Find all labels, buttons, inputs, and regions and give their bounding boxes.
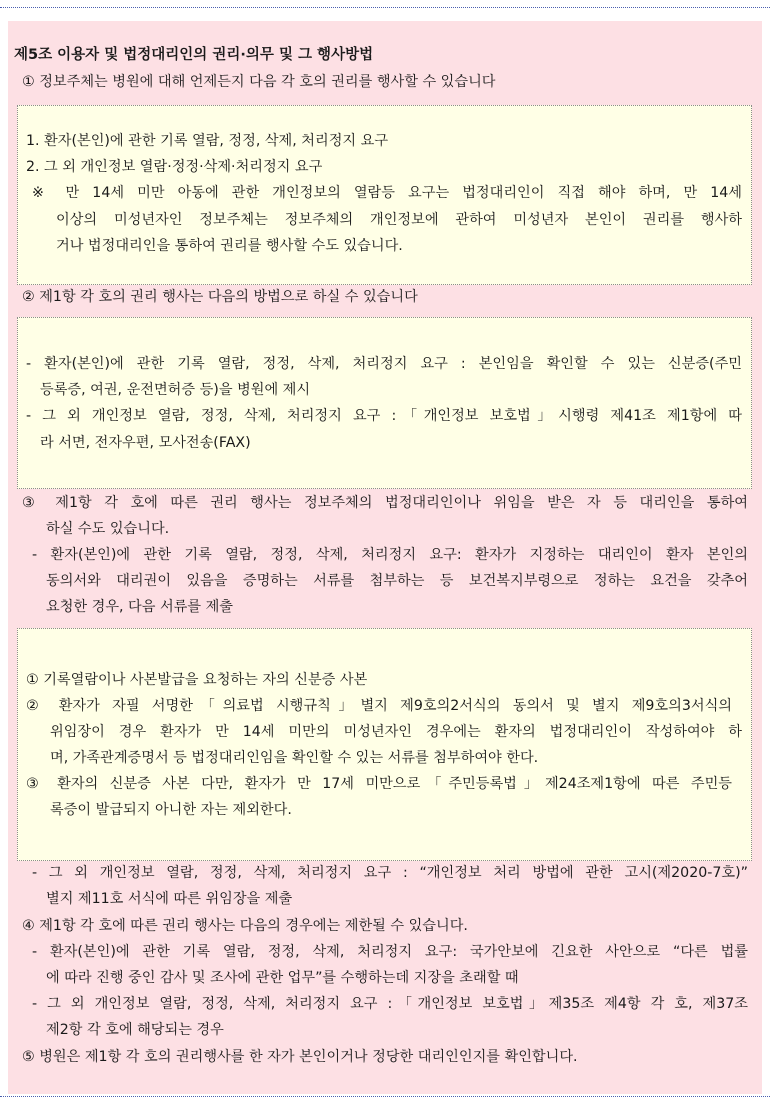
para-2: ② 제1항 각 호의 권리 행사는 다음의 방법으로 하실 수 있습니다 (22, 289, 418, 305)
restriction-d-line-2: 에 따라 진행 중인 감사 및 조사에 관한 업무”를 수행하는데 지장을 초래할 때 (46, 970, 519, 986)
method-a-line-2: 등록증, 여권, 운전면허증 등)을 병원에 제시 (40, 382, 311, 398)
rights-item-2: 2. 그 외 개인정보 열람·정정·삭제·처리정지 요구 (26, 159, 323, 175)
para-3-sub-line-1: - 환자(본인)에 관한 기록 열람, 정정, 삭제, 처리정지 요구: 환자가 지정하는 대리인이 환자 본인의 (32, 547, 748, 563)
other-request-line-2: 별지 제11호 서식에 따른 위임장을 제출 (46, 891, 293, 907)
rights-note-line-3: 거나 법정대리인을 통하여 권리를 행사할 수도 있습니다. (56, 238, 403, 254)
restriction-e-line-1: - 그 외 개인정보 열람, 정정, 삭제, 처리정지 요구 :「개인정보 보호법」제35조 제4항 각 호, 제37조 (32, 996, 748, 1012)
rights-item-1: 1. 환자(본인)에 관한 기록 열람, 정정, 삭제, 처리정지 요구 (26, 133, 389, 149)
para-3-sub-line-2: 동의서와 대리권이 있음을 증명하는 서류를 첨부하는 등 보건복지부령으로 정하는 요건을 갖추어 (46, 573, 748, 589)
documents-item-2-line-2: 위임장이 경우 환자가 만 14세 미만의 미성년자인 경우에는 환자의 법정대리인이 작성하여야 하 (50, 724, 742, 740)
method-b-line-2: 라 서면, 전자우편, 모사전송(FAX) (40, 435, 251, 451)
article-title: 제5조 이용자 및 법정대리인의 권리·의무 및 그 행사방법 (14, 47, 374, 63)
restriction-e-line-2: 제2항 각 호에 해당되는 경우 (46, 1022, 224, 1038)
para-3-sub-line-3: 요청한 경우, 다음 서류를 제출 (46, 599, 234, 615)
top-divider (0, 7, 770, 8)
documents-box (17, 628, 752, 861)
method-a-line-1: - 환자(본인)에 관한 기록 열람, 정정, 삭제, 처리정지 요구 : 본인임을 확인할 수 있는 신분증(주민 (26, 356, 742, 372)
para-3-line-2: 하실 수도 있습니다. (46, 521, 170, 537)
method-box (17, 317, 752, 489)
method-b-line-1: - 그 외 개인정보 열람, 정정, 삭제, 처리정지 요구 :「개인정보 보호법」시행령 제41조 제1항에 따 (26, 408, 742, 424)
para-4: ④ 제1항 각 호에 따른 권리 행사는 다음의 경우에는 제한될 수 있습니다. (22, 918, 468, 934)
para-1: ① 정보주체는 병원에 대해 언제든지 다음 각 호의 권리를 행사할 수 있습니다 (22, 74, 496, 90)
para-3-line-1: ③ 제1항 각 호에 따른 권리 행사는 정보주체의 법정대리인이나 위임을 받은 자 등 대리인을 통하여 (22, 495, 748, 511)
documents-item-2-line-3: 며, 가족관계증명서 등 법정대리인임을 확인할 수 있는 서류를 첨부하여야 한다. (50, 750, 539, 766)
documents-item-3-line-1: ③ 환자의 신분증 사본 다만, 환자가 만 17세 미만으로「주민등록법」제24조제1항에 따른 주민등 (26, 776, 732, 792)
other-request-line-1: - 그 외 개인정보 열람, 정정, 삭제, 처리정지 요구 : “개인정보 처리 방법에 관한 고시(제2020-7호)” (32, 865, 748, 881)
documents-item-1: ① 기록열람이나 사본발급을 요청하는 자의 신분증 사본 (26, 672, 368, 688)
rights-note-line-2: 이상의 미성년자인 정보주체는 정보주체의 개인정보에 관하여 미성년자 본인이 권리를 행사하 (56, 212, 742, 228)
documents-item-3-line-2: 록증이 발급되지 아니한 자는 제외한다. (50, 802, 292, 818)
rights-note-line-1: ※ 만 14세 미만 아동에 관한 개인정보의 열람등 요구는 법정대리인이 직접 해야 하며, 만 14세 (32, 185, 742, 201)
restriction-d-line-1: - 환자(본인)에 관한 기록 열람, 정정, 삭제, 처리정지 요구: 국가안보에 긴요한 사안으로 “다른 법률 (32, 944, 748, 960)
bottom-divider (0, 1096, 770, 1097)
para-5: ⑤ 병원은 제1항 각 호의 권리행사를 한 자가 본인이거나 정당한 대리인인지를 확인합니다. (22, 1049, 578, 1065)
documents-item-2-line-1: ② 환자가 자필 서명한「의료법 시행규칙」별지 제9호의2서식의 동의서 및 별지 제9호의3서식의 (26, 698, 732, 714)
